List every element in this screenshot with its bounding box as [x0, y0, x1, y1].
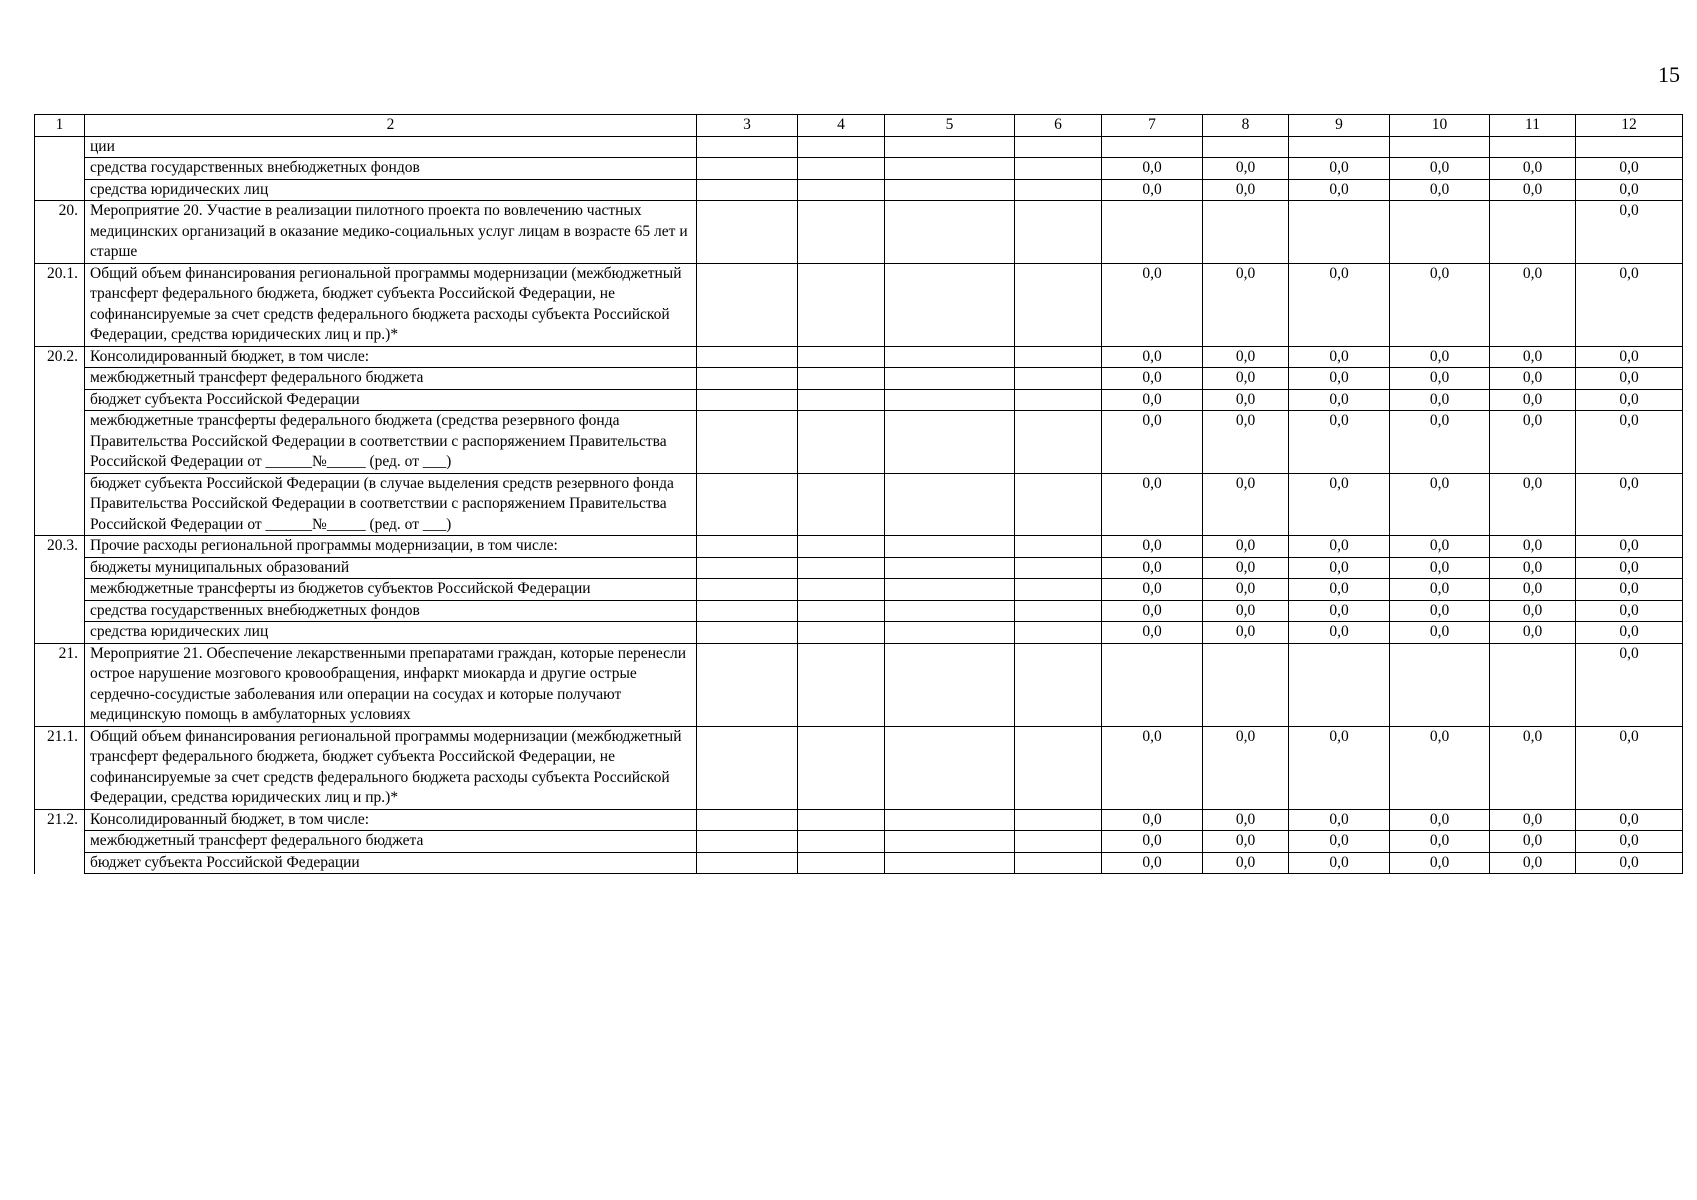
value-cell-col10 [1390, 201, 1490, 264]
value-cell-col8: 0,0 [1203, 346, 1289, 368]
value-cell-col10: 0,0 [1390, 473, 1490, 536]
row-number [35, 179, 85, 201]
value-cell-col10 [1390, 643, 1490, 726]
row-description: бюджет субъекта Российской Федерации [85, 852, 697, 874]
value-cell-col4 [798, 809, 885, 831]
value-cell-col9 [1289, 643, 1390, 726]
value-cell-col3 [697, 536, 798, 558]
value-cell-col11: 0,0 [1490, 158, 1576, 180]
value-cell-col11: 0,0 [1490, 600, 1576, 622]
value-cell-col3 [697, 600, 798, 622]
value-cell-col9: 0,0 [1289, 368, 1390, 390]
value-cell-col3 [697, 557, 798, 579]
row-number: 20.2. [35, 346, 85, 368]
header-row [35, 115, 1683, 137]
value-cell-col8: 0,0 [1203, 726, 1289, 809]
value-cell-col6 [1015, 579, 1102, 601]
value-cell-col6 [1015, 389, 1102, 411]
value-cell-col7: 0,0 [1102, 726, 1203, 809]
value-cell-col8: 0,0 [1203, 263, 1289, 346]
value-cell-col5 [885, 557, 1015, 579]
value-cell-col12: 0,0 [1576, 831, 1683, 853]
value-cell-col3 [697, 346, 798, 368]
value-cell-col9: 0,0 [1289, 831, 1390, 853]
value-cell-col5 [885, 622, 1015, 644]
value-cell-col11: 0,0 [1490, 389, 1576, 411]
value-cell-col3 [697, 579, 798, 601]
value-cell-col6 [1015, 809, 1102, 831]
value-cell-col4 [798, 536, 885, 558]
value-cell-col10: 0,0 [1390, 263, 1490, 346]
row-description: межбюджетный трансферт федерального бюджета [85, 368, 697, 390]
table-row [35, 557, 1683, 579]
value-cell-col4 [798, 600, 885, 622]
value-cell-col5 [885, 389, 1015, 411]
value-cell-col11: 0,0 [1490, 473, 1576, 536]
value-cell-col8: 0,0 [1203, 600, 1289, 622]
row-number [35, 831, 85, 853]
row-description: Консолидированный бюджет, в том числе: [85, 346, 697, 368]
value-cell-col5 [885, 473, 1015, 536]
row-number: 21.2. [35, 809, 85, 831]
value-cell-col8: 0,0 [1203, 411, 1289, 474]
value-cell-col5 [885, 600, 1015, 622]
value-cell-col8: 0,0 [1203, 158, 1289, 180]
row-description: межбюджетные трансферты федерального бюджета (средства резервного фонда Правительства Российской Федерации в соответствии с распоряжением Правительства Российской Федерации от ______№_____ (ред. от ___) [85, 411, 697, 474]
value-cell-col11: 0,0 [1490, 346, 1576, 368]
value-cell-col6 [1015, 158, 1102, 180]
value-cell-col10: 0,0 [1390, 179, 1490, 201]
row-description: Общий объем финансирования региональной программы модернизации (межбюджетный трансферт федерального бюджета, бюджет субъекта Российской Федерации, не софинансируемые за счет средств федерального бюджета расходы субъекта Российской Федерации, средства юридических лиц и пр.)* [85, 726, 697, 809]
value-cell-col6 [1015, 263, 1102, 346]
table-row [35, 263, 1683, 346]
value-cell-col12: 0,0 [1576, 473, 1683, 536]
value-cell-col12: 0,0 [1576, 557, 1683, 579]
value-cell-col10: 0,0 [1390, 158, 1490, 180]
value-cell-col3 [697, 201, 798, 264]
value-cell-col11: 0,0 [1490, 411, 1576, 474]
row-number: 21. [35, 643, 85, 726]
value-cell-col5 [885, 158, 1015, 180]
value-cell-col4 [798, 136, 885, 158]
value-cell-col9: 0,0 [1289, 809, 1390, 831]
value-cell-col8: 0,0 [1203, 831, 1289, 853]
value-cell-col9 [1289, 201, 1390, 264]
value-cell-col7: 0,0 [1102, 557, 1203, 579]
value-cell-col7: 0,0 [1102, 831, 1203, 853]
value-cell-col7: 0,0 [1102, 809, 1203, 831]
value-cell-col12: 0,0 [1576, 600, 1683, 622]
value-cell-col9: 0,0 [1289, 536, 1390, 558]
value-cell-col12: 0,0 [1576, 852, 1683, 874]
value-cell-col10: 0,0 [1390, 557, 1490, 579]
value-cell-col5 [885, 536, 1015, 558]
value-cell-col10: 0,0 [1390, 622, 1490, 644]
table-row [35, 158, 1683, 180]
value-cell-col10: 0,0 [1390, 346, 1490, 368]
row-number: 21.1. [35, 726, 85, 809]
value-cell-col10: 0,0 [1390, 368, 1490, 390]
value-cell-col6 [1015, 473, 1102, 536]
value-cell-col4 [798, 411, 885, 474]
row-description: Консолидированный бюджет, в том числе: [85, 809, 697, 831]
column-header: 5 [885, 115, 1015, 137]
value-cell-col6 [1015, 179, 1102, 201]
value-cell-col4 [798, 579, 885, 601]
value-cell-col11: 0,0 [1490, 622, 1576, 644]
value-cell-col3 [697, 831, 798, 853]
value-cell-col10: 0,0 [1390, 411, 1490, 474]
column-header: 7 [1102, 115, 1203, 137]
value-cell-col5 [885, 368, 1015, 390]
value-cell-col7: 0,0 [1102, 179, 1203, 201]
value-cell-col8: 0,0 [1203, 473, 1289, 536]
table-row [35, 368, 1683, 390]
value-cell-col12: 0,0 [1576, 411, 1683, 474]
table-row [35, 473, 1683, 536]
value-cell-col12: 0,0 [1576, 536, 1683, 558]
row-number [35, 473, 85, 536]
row-description: Мероприятие 21. Обеспечение лекарственными препаратами граждан, которые перенесли острое нарушение мозгового кровообращения, инфаркт миокарда и другие острые сердечно-сосудистые заболевания или операции на сосудах и которые получают медицинскую помощь в амбулаторных условиях [85, 643, 697, 726]
value-cell-col4 [798, 201, 885, 264]
value-cell-col12: 0,0 [1576, 201, 1683, 264]
value-cell-col12: 0,0 [1576, 726, 1683, 809]
value-cell-col3 [697, 368, 798, 390]
row-number [35, 136, 85, 158]
value-cell-col6 [1015, 600, 1102, 622]
row-number [35, 852, 85, 874]
value-cell-col8: 0,0 [1203, 389, 1289, 411]
value-cell-col5 [885, 179, 1015, 201]
column-header: 4 [798, 115, 885, 137]
value-cell-col6 [1015, 852, 1102, 874]
value-cell-col7: 0,0 [1102, 263, 1203, 346]
value-cell-col4 [798, 346, 885, 368]
row-description: бюджеты муниципальных образований [85, 557, 697, 579]
value-cell-col7: 0,0 [1102, 368, 1203, 390]
table-row [35, 179, 1683, 201]
value-cell-col6 [1015, 411, 1102, 474]
value-cell-col5 [885, 346, 1015, 368]
row-number [35, 411, 85, 474]
table-row [35, 201, 1683, 264]
row-description: Прочие расходы региональной программы модернизации, в том числе: [85, 536, 697, 558]
row-description: средства государственных внебюджетных фондов [85, 158, 697, 180]
value-cell-col11: 0,0 [1490, 263, 1576, 346]
value-cell-col6 [1015, 643, 1102, 726]
table-row [35, 579, 1683, 601]
value-cell-col6 [1015, 726, 1102, 809]
row-number [35, 557, 85, 579]
value-cell-col11: 0,0 [1490, 579, 1576, 601]
value-cell-col8: 0,0 [1203, 852, 1289, 874]
row-number [35, 368, 85, 390]
value-cell-col4 [798, 389, 885, 411]
value-cell-col10 [1390, 136, 1490, 158]
row-description: средства государственных внебюджетных фондов [85, 600, 697, 622]
value-cell-col7: 0,0 [1102, 346, 1203, 368]
value-cell-col7: 0,0 [1102, 536, 1203, 558]
page-number: 15 [1658, 62, 1680, 87]
value-cell-col7: 0,0 [1102, 158, 1203, 180]
value-cell-col3 [697, 852, 798, 874]
value-cell-col6 [1015, 136, 1102, 158]
value-cell-col6 [1015, 201, 1102, 264]
value-cell-col9: 0,0 [1289, 411, 1390, 474]
table-row [35, 389, 1683, 411]
value-cell-col6 [1015, 557, 1102, 579]
column-header: 2 [85, 115, 697, 137]
value-cell-col7 [1102, 136, 1203, 158]
value-cell-col5 [885, 579, 1015, 601]
value-cell-col12: 0,0 [1576, 643, 1683, 726]
row-description: средства юридических лиц [85, 622, 697, 644]
value-cell-col9: 0,0 [1289, 579, 1390, 601]
column-header: 8 [1203, 115, 1289, 137]
row-number: 20.1. [35, 263, 85, 346]
value-cell-col5 [885, 809, 1015, 831]
value-cell-col10: 0,0 [1390, 852, 1490, 874]
value-cell-col6 [1015, 346, 1102, 368]
value-cell-col8: 0,0 [1203, 622, 1289, 644]
value-cell-col11: 0,0 [1490, 831, 1576, 853]
value-cell-col12: 0,0 [1576, 158, 1683, 180]
table-row [35, 643, 1683, 726]
value-cell-col7: 0,0 [1102, 411, 1203, 474]
value-cell-col3 [697, 726, 798, 809]
value-cell-col8: 0,0 [1203, 368, 1289, 390]
row-number [35, 579, 85, 601]
value-cell-col11 [1490, 643, 1576, 726]
row-number [35, 158, 85, 180]
table-row [35, 600, 1683, 622]
table-row [35, 622, 1683, 644]
row-number: 20.3. [35, 536, 85, 558]
value-cell-col8: 0,0 [1203, 557, 1289, 579]
row-description: Общий объем финансирования региональной программы модернизации (межбюджетный трансферт федерального бюджета, бюджет субъекта Российской Федерации, не софинансируемые за счет средств федерального бюджета расходы субъекта Российской Федерации, средства юридических лиц и пр.)* [85, 263, 697, 346]
value-cell-col9: 0,0 [1289, 263, 1390, 346]
column-header: 1 [35, 115, 85, 137]
value-cell-col4 [798, 179, 885, 201]
value-cell-col4 [798, 158, 885, 180]
value-cell-col8 [1203, 643, 1289, 726]
value-cell-col10: 0,0 [1390, 831, 1490, 853]
value-cell-col11: 0,0 [1490, 557, 1576, 579]
value-cell-col8: 0,0 [1203, 579, 1289, 601]
table-row [35, 726, 1683, 809]
value-cell-col9: 0,0 [1289, 600, 1390, 622]
value-cell-col10: 0,0 [1390, 600, 1490, 622]
value-cell-col6 [1015, 622, 1102, 644]
value-cell-col7: 0,0 [1102, 579, 1203, 601]
value-cell-col12: 0,0 [1576, 263, 1683, 346]
value-cell-col3 [697, 136, 798, 158]
row-description: межбюджетный трансферт федерального бюджета [85, 831, 697, 853]
value-cell-col3 [697, 622, 798, 644]
value-cell-col8 [1203, 136, 1289, 158]
value-cell-col6 [1015, 368, 1102, 390]
value-cell-col10: 0,0 [1390, 809, 1490, 831]
table-row [35, 346, 1683, 368]
value-cell-col7 [1102, 643, 1203, 726]
value-cell-col6 [1015, 831, 1102, 853]
value-cell-col5 [885, 201, 1015, 264]
value-cell-col5 [885, 852, 1015, 874]
value-cell-col12: 0,0 [1576, 622, 1683, 644]
value-cell-col12: 0,0 [1576, 579, 1683, 601]
row-number: 20. [35, 201, 85, 264]
value-cell-col3 [697, 411, 798, 474]
value-cell-col5 [885, 831, 1015, 853]
value-cell-col11: 0,0 [1490, 809, 1576, 831]
value-cell-col4 [798, 831, 885, 853]
value-cell-col4 [798, 263, 885, 346]
row-number [35, 622, 85, 644]
value-cell-col3 [697, 643, 798, 726]
value-cell-col7: 0,0 [1102, 600, 1203, 622]
row-description: Мероприятие 20. Участие в реализации пилотного проекта по вовлечению частных медицинских организаций в оказание медико-социальных услуг лицам в возрасте 65 лет и старше [85, 201, 697, 264]
value-cell-col4 [798, 852, 885, 874]
column-header: 12 [1576, 115, 1683, 137]
value-cell-col5 [885, 411, 1015, 474]
value-cell-col11: 0,0 [1490, 368, 1576, 390]
value-cell-col11: 0,0 [1490, 179, 1576, 201]
row-number [35, 600, 85, 622]
value-cell-col11: 0,0 [1490, 852, 1576, 874]
value-cell-col7 [1102, 201, 1203, 264]
value-cell-col4 [798, 643, 885, 726]
value-cell-col9: 0,0 [1289, 346, 1390, 368]
column-header: 11 [1490, 115, 1576, 137]
table-row [35, 536, 1683, 558]
value-cell-col3 [697, 389, 798, 411]
value-cell-col7: 0,0 [1102, 852, 1203, 874]
value-cell-col12: 0,0 [1576, 809, 1683, 831]
value-cell-col8 [1203, 201, 1289, 264]
value-cell-col9: 0,0 [1289, 622, 1390, 644]
table-row [35, 411, 1683, 474]
value-cell-col5 [885, 643, 1015, 726]
row-number [35, 389, 85, 411]
value-cell-col4 [798, 622, 885, 644]
value-cell-col4 [798, 368, 885, 390]
value-cell-col11 [1490, 201, 1576, 264]
row-description: бюджет субъекта Российской Федерации (в случае выделения средств резервного фонда Правительства Российской Федерации в соответствии с распоряжением Правительства Российской Федерации от ______№_____ (ред. от ___) [85, 473, 697, 536]
value-cell-col9: 0,0 [1289, 473, 1390, 536]
row-description: средства юридических лиц [85, 179, 697, 201]
value-cell-col8: 0,0 [1203, 179, 1289, 201]
value-cell-col9: 0,0 [1289, 726, 1390, 809]
value-cell-col6 [1015, 536, 1102, 558]
value-cell-col8: 0,0 [1203, 536, 1289, 558]
budget-table [34, 114, 1683, 874]
value-cell-col4 [798, 726, 885, 809]
value-cell-col3 [697, 473, 798, 536]
value-cell-col12: 0,0 [1576, 179, 1683, 201]
value-cell-col11: 0,0 [1490, 536, 1576, 558]
column-header: 6 [1015, 115, 1102, 137]
value-cell-col11 [1490, 136, 1576, 158]
value-cell-col3 [697, 809, 798, 831]
value-cell-col12: 0,0 [1576, 346, 1683, 368]
value-cell-col9: 0,0 [1289, 557, 1390, 579]
value-cell-col10: 0,0 [1390, 389, 1490, 411]
value-cell-col12 [1576, 136, 1683, 158]
row-description: бюджет субъекта Российской Федерации [85, 389, 697, 411]
table-row [35, 852, 1683, 874]
value-cell-col5 [885, 263, 1015, 346]
value-cell-col10: 0,0 [1390, 726, 1490, 809]
value-cell-col7: 0,0 [1102, 622, 1203, 644]
value-cell-col5 [885, 726, 1015, 809]
table-body [35, 136, 1683, 874]
value-cell-col8: 0,0 [1203, 809, 1289, 831]
column-header: 9 [1289, 115, 1390, 137]
value-cell-col4 [798, 473, 885, 536]
value-cell-col5 [885, 136, 1015, 158]
value-cell-col9 [1289, 136, 1390, 158]
value-cell-col3 [697, 179, 798, 201]
value-cell-col3 [697, 158, 798, 180]
value-cell-col4 [798, 557, 885, 579]
value-cell-col7: 0,0 [1102, 473, 1203, 536]
table-row [35, 136, 1683, 158]
value-cell-col12: 0,0 [1576, 389, 1683, 411]
value-cell-col9: 0,0 [1289, 179, 1390, 201]
row-description: межбюджетные трансферты из бюджетов субъектов Российской Федерации [85, 579, 697, 601]
table-row [35, 831, 1683, 853]
value-cell-col9: 0,0 [1289, 389, 1390, 411]
value-cell-col3 [697, 263, 798, 346]
value-cell-col11: 0,0 [1490, 726, 1576, 809]
column-header: 10 [1390, 115, 1490, 137]
table-row [35, 809, 1683, 831]
row-description: ции [85, 136, 697, 158]
value-cell-col9: 0,0 [1289, 852, 1390, 874]
column-header: 3 [697, 115, 798, 137]
value-cell-col10: 0,0 [1390, 536, 1490, 558]
value-cell-col10: 0,0 [1390, 579, 1490, 601]
value-cell-col12: 0,0 [1576, 368, 1683, 390]
value-cell-col7: 0,0 [1102, 389, 1203, 411]
value-cell-col9: 0,0 [1289, 158, 1390, 180]
